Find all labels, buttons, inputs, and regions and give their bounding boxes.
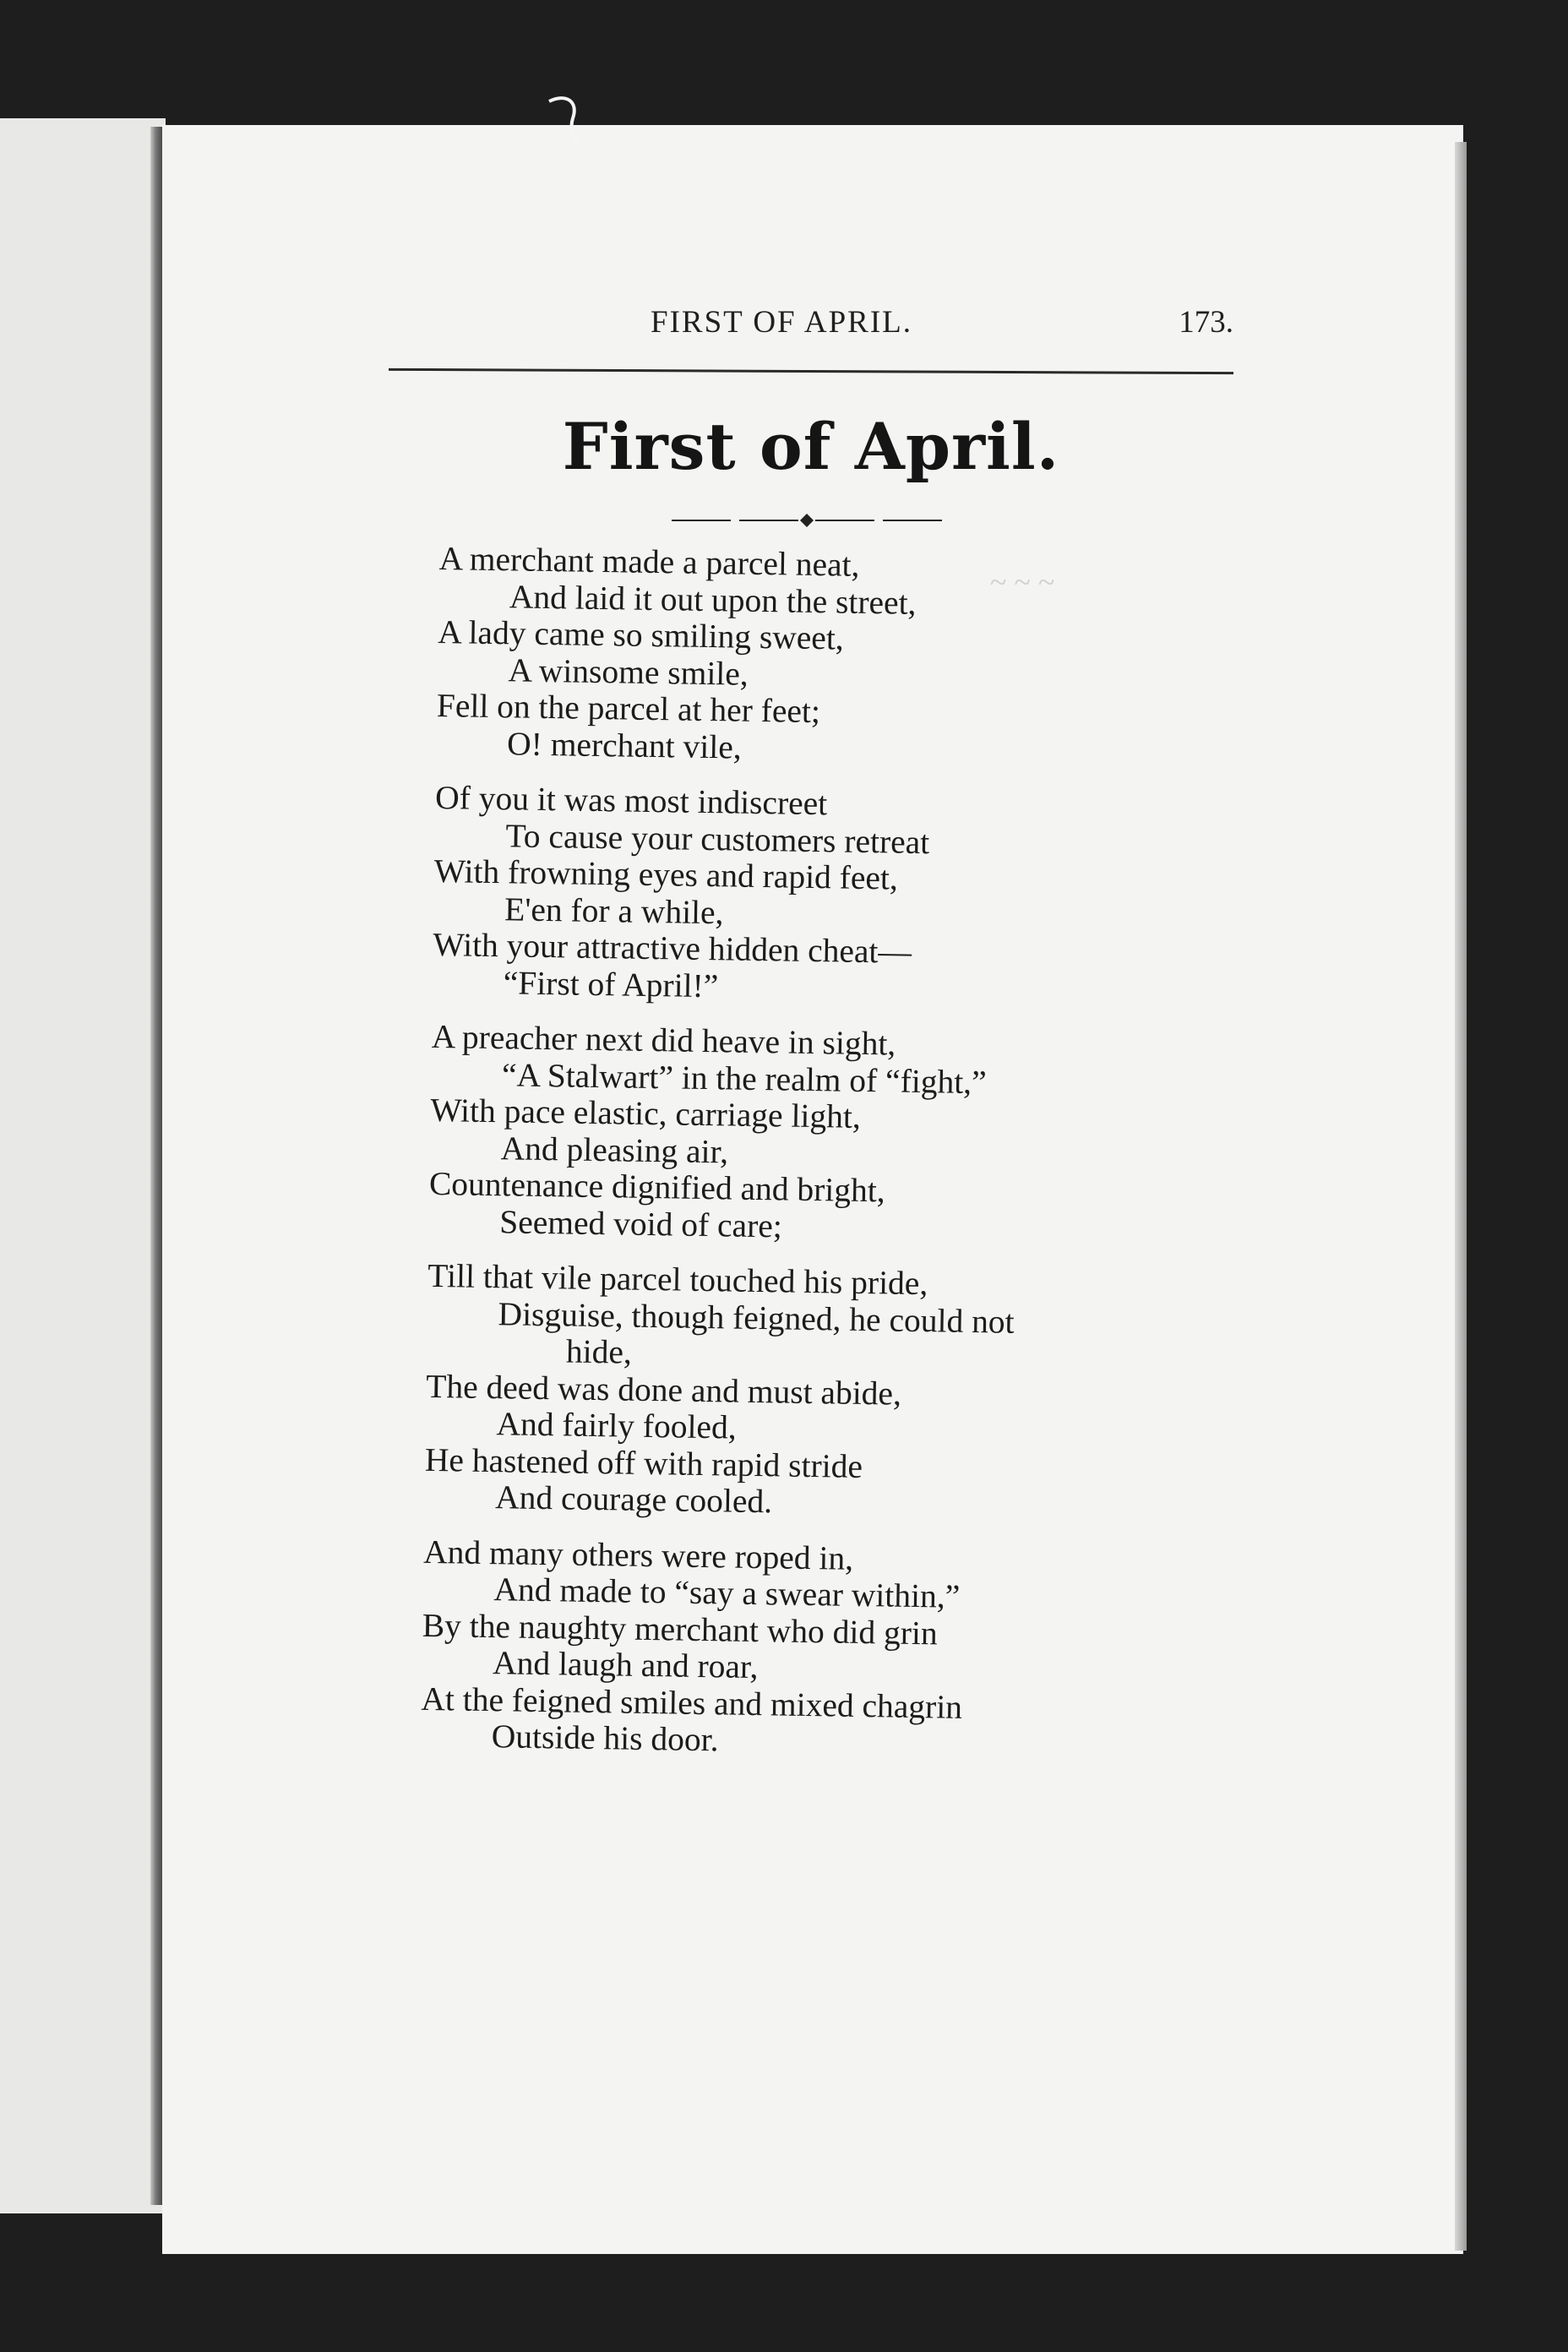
poem-line: And laugh and roar, <box>492 1644 759 1686</box>
poem-line: By the naughty merchant who did grin <box>422 1606 939 1652</box>
poem-line: A lady came so smiling sweet, <box>437 612 845 657</box>
running-head-title: FIRST OF APRIL. <box>651 305 912 340</box>
stanza <box>420 1533 1184 1766</box>
stanza <box>424 1258 1189 1527</box>
bookmark-thread <box>541 84 591 152</box>
left-page-edge <box>0 118 166 2213</box>
stanza <box>432 780 1195 1012</box>
poem-line: A preacher next did heave in sight, <box>431 1017 896 1063</box>
poem-line: “A Stalwart” in the realm of “fight,” <box>501 1055 988 1101</box>
page-number: 173. <box>1179 305 1233 340</box>
poem-line: With frowning eyes and rapid feet, <box>433 852 899 897</box>
poem-line: And many others were roped in, <box>422 1533 854 1577</box>
diamond-ornament-icon <box>672 512 942 529</box>
poem-line: To cause your customers retreat <box>505 816 930 861</box>
poem-line: With your attractive hidden cheat— <box>433 925 912 971</box>
poem-line: And pleasing air, <box>500 1129 729 1170</box>
stanza <box>436 541 1200 773</box>
show-through-text: ~ ~ ~ <box>990 565 1055 599</box>
poem-body <box>420 541 1200 1784</box>
poem-line: Disguise, though feigned, he could not <box>498 1294 1015 1341</box>
book-gutter <box>150 127 162 2205</box>
poem-line: With pace elastic, carriage light, <box>430 1091 862 1135</box>
poem-line: O! merchant vile, <box>506 724 743 766</box>
poem-line: And laid it out upon the street, <box>509 577 917 622</box>
page-edge <box>1455 142 1467 2251</box>
poem-line: At the feigned smiles and mixed chagrin <box>421 1680 963 1726</box>
stanza <box>428 1019 1192 1251</box>
poem-line: A winsome smile, <box>508 651 749 693</box>
poem-line: And courage cooled. <box>494 1478 773 1521</box>
poem-line: Till that vile parcel touched his pride, <box>427 1256 928 1303</box>
poem-line: A merchant made a parcel neat, <box>438 540 860 584</box>
poem-line: “First of April!” <box>503 963 719 1004</box>
poem-line: The deed was done and must abide, <box>425 1367 902 1413</box>
poem-line: And made to “say a swear within,” <box>493 1571 961 1615</box>
poem-line: hide, <box>565 1332 633 1371</box>
poem-title: First of April. <box>562 409 1060 484</box>
poem-line: E'en for a while, <box>504 890 724 931</box>
poem-line: Countenance dignified and bright, <box>428 1164 886 1210</box>
poem-line: Of you it was most indiscreet <box>434 778 828 823</box>
poem-line: And fairly fooled, <box>496 1405 738 1446</box>
poem-line: Outside his door. <box>491 1718 719 1759</box>
poem-line: He hastened off with rapid stride <box>424 1440 863 1485</box>
running-head <box>389 304 1233 355</box>
poem-line: Fell on the parcel at her feet; <box>436 686 821 731</box>
poem-line: Seemed void of care; <box>499 1202 783 1244</box>
